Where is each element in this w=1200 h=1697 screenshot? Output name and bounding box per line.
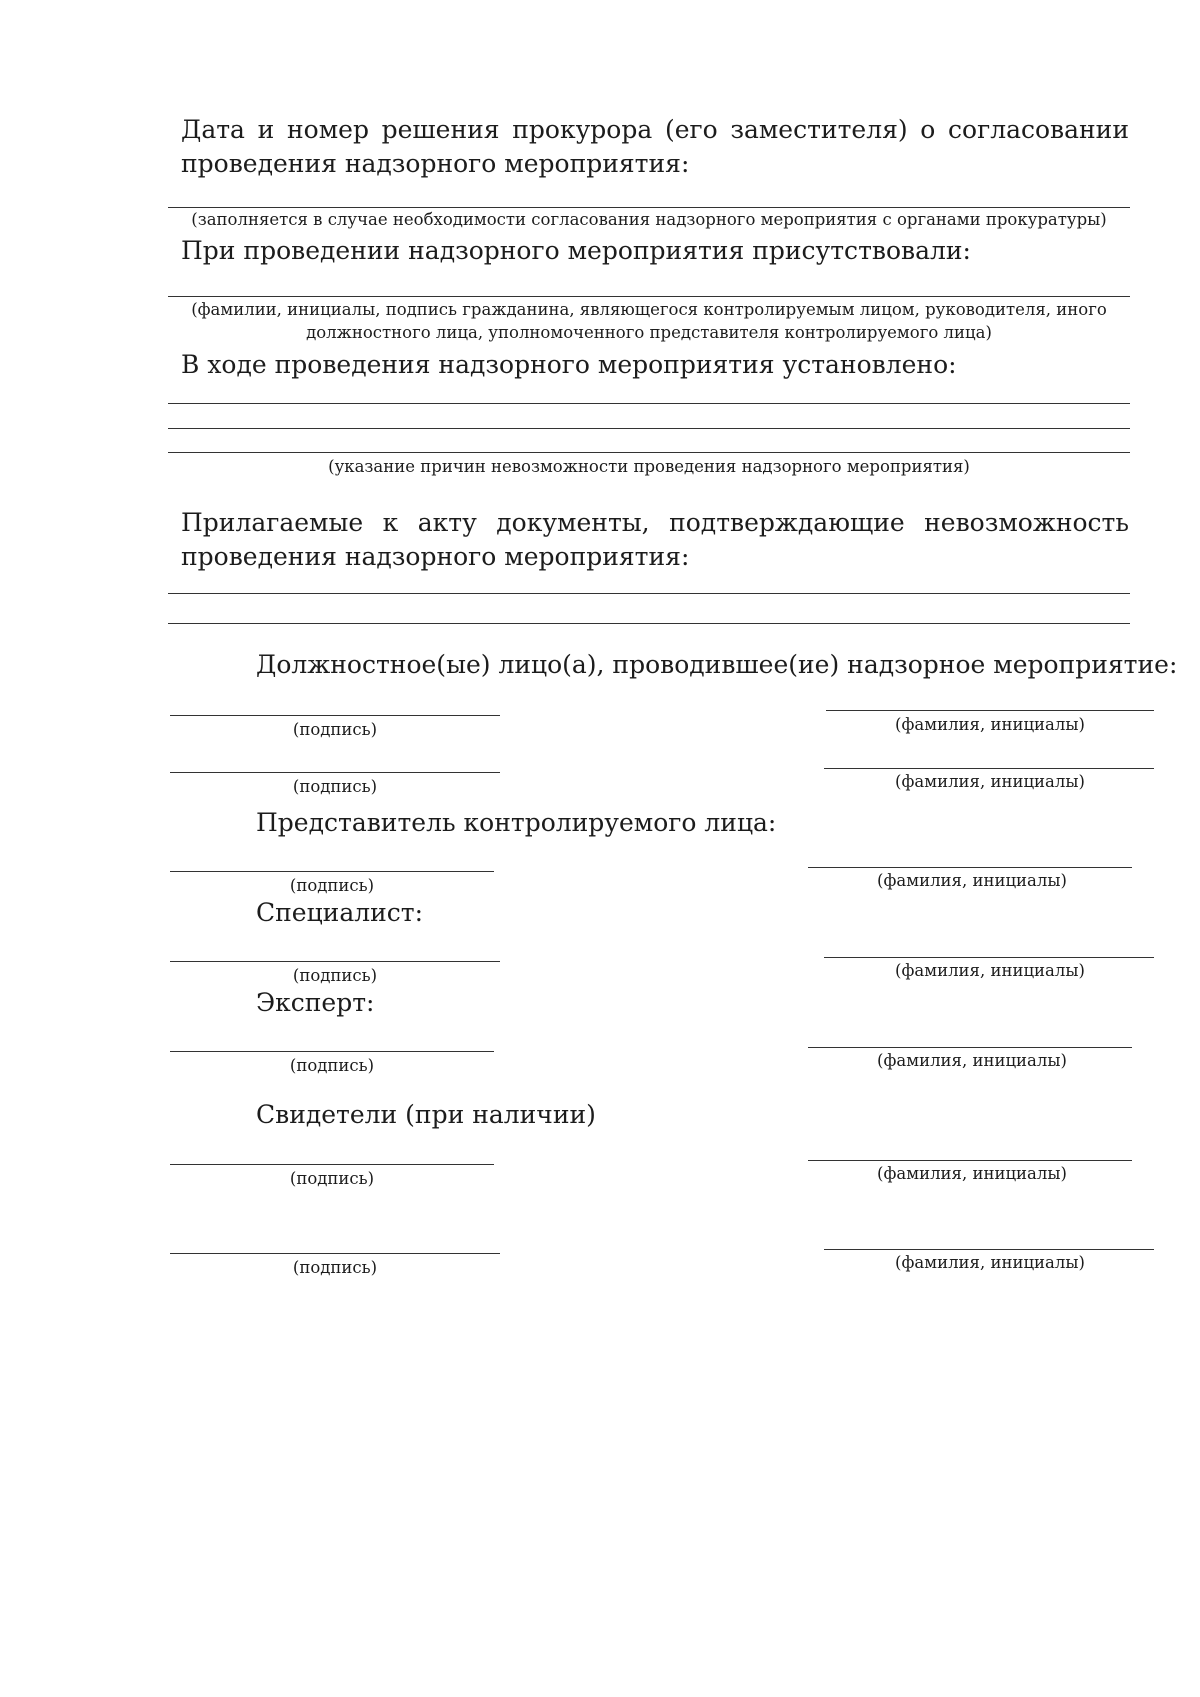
specialist-signature-line[interactable] [170, 961, 500, 962]
present-blank-line[interactable] [168, 296, 1130, 297]
attached-line2: проведения надзорного мероприятия: [181, 542, 690, 571]
officials-label: Должностное(ые) лицо(а), проводившее(ие) надзорное мероприятие: [256, 650, 1178, 679]
official-1-signature-line[interactable] [170, 715, 500, 716]
expert-signature-line[interactable] [170, 1051, 494, 1052]
established-blank-line-1[interactable] [168, 403, 1130, 404]
representative-name-caption: (фамилия, инициалы) [877, 871, 1067, 890]
specialist-name-caption: (фамилия, инициалы) [895, 961, 1085, 980]
witness-1-signature-caption: (подпись) [289, 1169, 375, 1188]
witness-2-signature-caption: (подпись) [292, 1258, 378, 1277]
representative-signature-line[interactable] [170, 871, 494, 872]
expert-signature-caption: (подпись) [289, 1056, 375, 1075]
official-1-name-caption: (фамилия, инициалы) [895, 715, 1085, 734]
witness-1-name-caption: (фамилия, инициалы) [877, 1164, 1067, 1183]
present-note-line1: (фамилии, инициалы, подпись гражданина, являющегося контролируемым лицом, руководителя, иного [191, 300, 1107, 319]
attached-blank-line-2[interactable] [168, 623, 1130, 624]
witness-1-signature-line[interactable] [170, 1164, 494, 1165]
established-blank-line-2[interactable] [168, 428, 1130, 429]
witness-2-signature-line[interactable] [170, 1253, 500, 1254]
present-label: При проведении надзорного мероприятия присутствовали: [181, 236, 971, 265]
representative-label: Представитель контролируемого лица: [256, 808, 777, 837]
prosecutor-decision-line2: проведения надзорного мероприятия: [181, 149, 690, 178]
specialist-label: Специалист: [256, 898, 424, 927]
attached-blank-line-1[interactable] [168, 593, 1130, 594]
witness-2-name-caption: (фамилия, инициалы) [895, 1253, 1085, 1272]
representative-name-line[interactable] [808, 867, 1132, 868]
official-2-name-line[interactable] [824, 768, 1154, 769]
prosecutor-decision-line1: Дата и номер решения прокурора (его заместителя) о согласовании [181, 115, 1129, 144]
attached-line1: Прилагаемые к акту документы, подтверждающие невозможность [181, 508, 1129, 537]
present-note-line2: должностного лица, уполномоченного представителя контролируемого лица) [306, 323, 992, 342]
witnesses-label: Свидетели (при наличии) [256, 1100, 596, 1129]
expert-name-caption: (фамилия, инициалы) [877, 1051, 1067, 1070]
expert-name-line[interactable] [808, 1047, 1132, 1048]
witness-1-name-line[interactable] [808, 1160, 1132, 1161]
established-note: (указание причин невозможности проведения надзорного мероприятия) [328, 457, 970, 476]
specialist-name-line[interactable] [824, 957, 1154, 958]
official-1-signature-caption: (подпись) [292, 720, 378, 739]
representative-signature-caption: (подпись) [289, 876, 375, 895]
official-1-name-line[interactable] [826, 710, 1154, 711]
witness-2-name-line[interactable] [824, 1249, 1154, 1250]
specialist-signature-caption: (подпись) [292, 966, 378, 985]
official-2-name-caption: (фамилия, инициалы) [895, 772, 1085, 791]
official-2-signature-line[interactable] [170, 772, 500, 773]
established-label: В ходе проведения надзорного мероприятия установлено: [181, 350, 957, 379]
official-2-signature-caption: (подпись) [292, 777, 378, 796]
prosecutor-decision-note: (заполняется в случае необходимости согласования надзорного мероприятия с органами прокуратуры) [191, 210, 1107, 229]
prosecutor-decision-blank-line[interactable] [168, 207, 1130, 208]
expert-label: Эксперт: [256, 988, 375, 1017]
established-blank-line-3[interactable] [168, 452, 1130, 453]
